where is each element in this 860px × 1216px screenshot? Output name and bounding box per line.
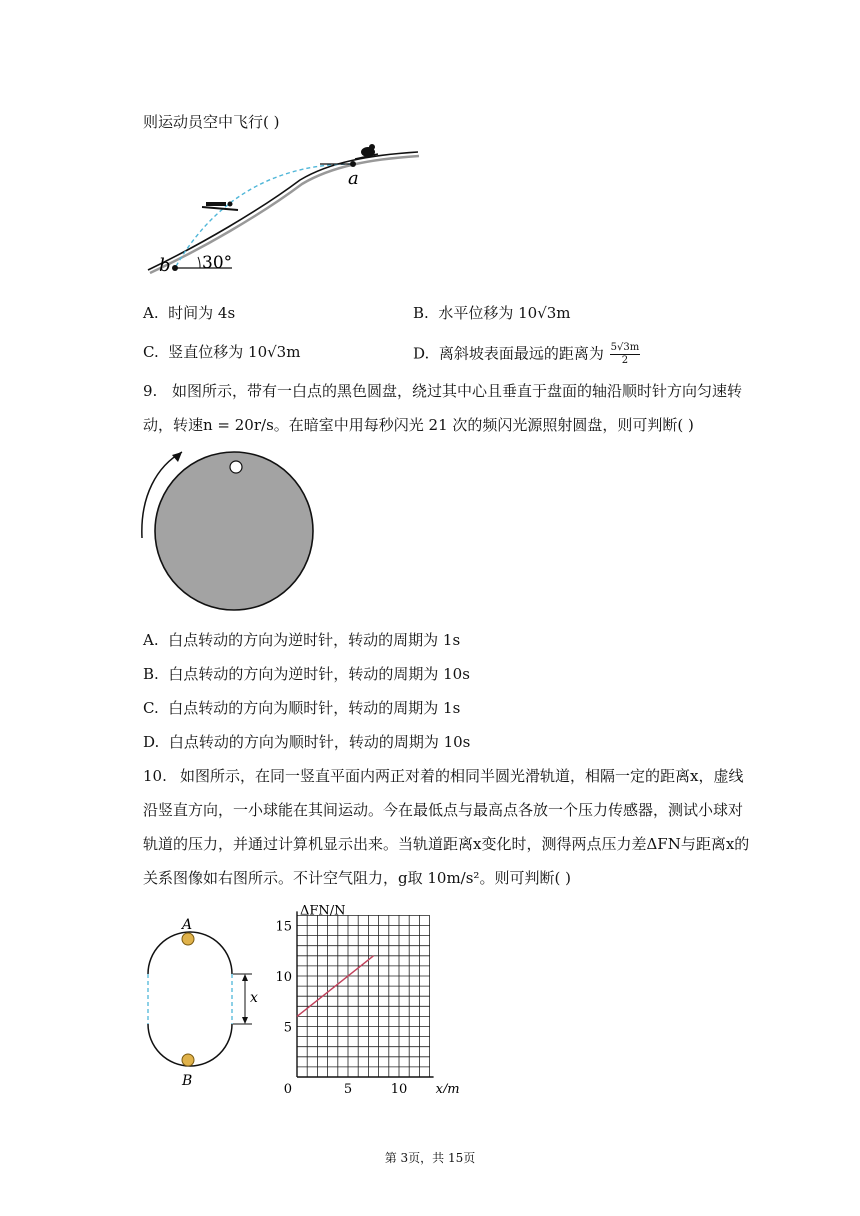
option-text: 水平位移为 10√3m: [438, 304, 571, 322]
page-footer: 第 3页，共 15页: [384, 1151, 476, 1165]
q8-option-c: [143, 342, 300, 362]
rotating-disk-figure: [132, 446, 332, 616]
option-letter: D.: [143, 733, 160, 751]
q10-number: 10.: [143, 767, 167, 785]
q10-line3: 轨道的压力，并通过计算机显示出来。当轨道距离x变化时，测得两点压力差ΔFN与距离x的: [143, 835, 750, 853]
slope-shade: [150, 156, 419, 273]
label-A: A: [182, 917, 193, 933]
option-text: 白点转动的方向为逆时针，转动的周期为 1s: [168, 631, 461, 649]
ball-B: [182, 1054, 194, 1066]
q8-stem-tail: 则运动员空中飞行( ): [143, 113, 280, 131]
q8-option-b: [413, 303, 571, 323]
label-a: a: [348, 168, 359, 189]
label-x: x: [250, 990, 258, 1006]
dim-arrow-up-icon: [242, 974, 248, 981]
angle-arc: [198, 257, 200, 268]
option-letter: C.: [143, 343, 159, 361]
q8-option-a: [143, 303, 235, 323]
option-text: 白点转动的方向为顺时针，转动的周期为 10s: [168, 733, 471, 751]
option-letter: A.: [143, 304, 159, 322]
point-a: [350, 161, 356, 167]
q9-line1: 如图所示，带有一白点的黑色圆盘，绕过其中心且垂直于盘面的轴沿顺时针方向匀速转: [172, 382, 743, 400]
track-figure: [140, 912, 265, 1092]
option-letter: B.: [413, 304, 429, 322]
slope-edge: [148, 152, 418, 270]
ball-A: [182, 933, 194, 945]
option-letter: A.: [143, 631, 159, 649]
q10-line1: 如图所示，在同一竖直平面内两正对着的相同半圆光滑轨道，相隔一定的距离x，虚线: [180, 767, 744, 785]
label-b: b: [159, 255, 171, 276]
label-B: B: [182, 1073, 193, 1089]
graph-grid: [297, 915, 430, 1077]
fraction-numerator: 5√3m: [610, 342, 640, 353]
black-disk: [155, 452, 313, 610]
pressure-difference-graph: [270, 893, 470, 1093]
x-tick-label: 10: [390, 1082, 408, 1093]
white-dot: [230, 461, 242, 473]
option-text: 时间为 4s: [168, 304, 236, 322]
q9-option-b: [143, 664, 470, 684]
q9-option-a: [143, 630, 460, 650]
option-text: 竖直位移为 10√3m: [168, 343, 301, 361]
fraction: [610, 342, 641, 367]
q8-option-d: [413, 342, 640, 367]
dim-arrow-down-icon: [242, 1017, 248, 1024]
y-tick-label: 10: [275, 970, 292, 985]
x-tick-label: 5: [343, 1082, 353, 1093]
option-letter: B.: [143, 665, 159, 683]
y-axis-label: ΔFN/N: [300, 903, 346, 919]
fraction-denominator: 2: [621, 355, 629, 366]
q10-line4: 关系图像如右图所示。不计空气阻力，g取 10m/s²。则可判断( ): [143, 869, 571, 887]
angle-label: 30°: [202, 253, 233, 273]
q9-option-c: [143, 698, 460, 718]
option-letter: D.: [413, 344, 430, 363]
y-tick-label: 15: [275, 919, 292, 935]
option-text: 白点转动的方向为逆时针，转动的周期为 10s: [168, 665, 470, 683]
option-text: 离斜坡表面最远的距离为: [438, 344, 604, 363]
q10-line2: 沿竖直方向，一小球能在其间运动。今在最低点与最高点各放一个压力传感器，测试小球对: [143, 801, 744, 819]
ski-slope-figure: [140, 140, 430, 280]
q9-number: 9.: [143, 382, 158, 400]
q9-line2: 动，转速n = 20r/s。在暗室中用每秒闪光 21 次的频闪光源照射圆盘，则可判断( ): [143, 416, 694, 434]
y-tick-label: 5: [283, 1020, 292, 1036]
option-text: 白点转动的方向为顺时针，转动的周期为 1s: [168, 699, 461, 717]
q9-option-d: [143, 732, 470, 752]
origin-label: 0: [283, 1082, 292, 1093]
option-letter: C.: [143, 699, 159, 717]
skier-flying-icon: [202, 202, 238, 211]
x-axis-label: x/m: [435, 1082, 460, 1093]
